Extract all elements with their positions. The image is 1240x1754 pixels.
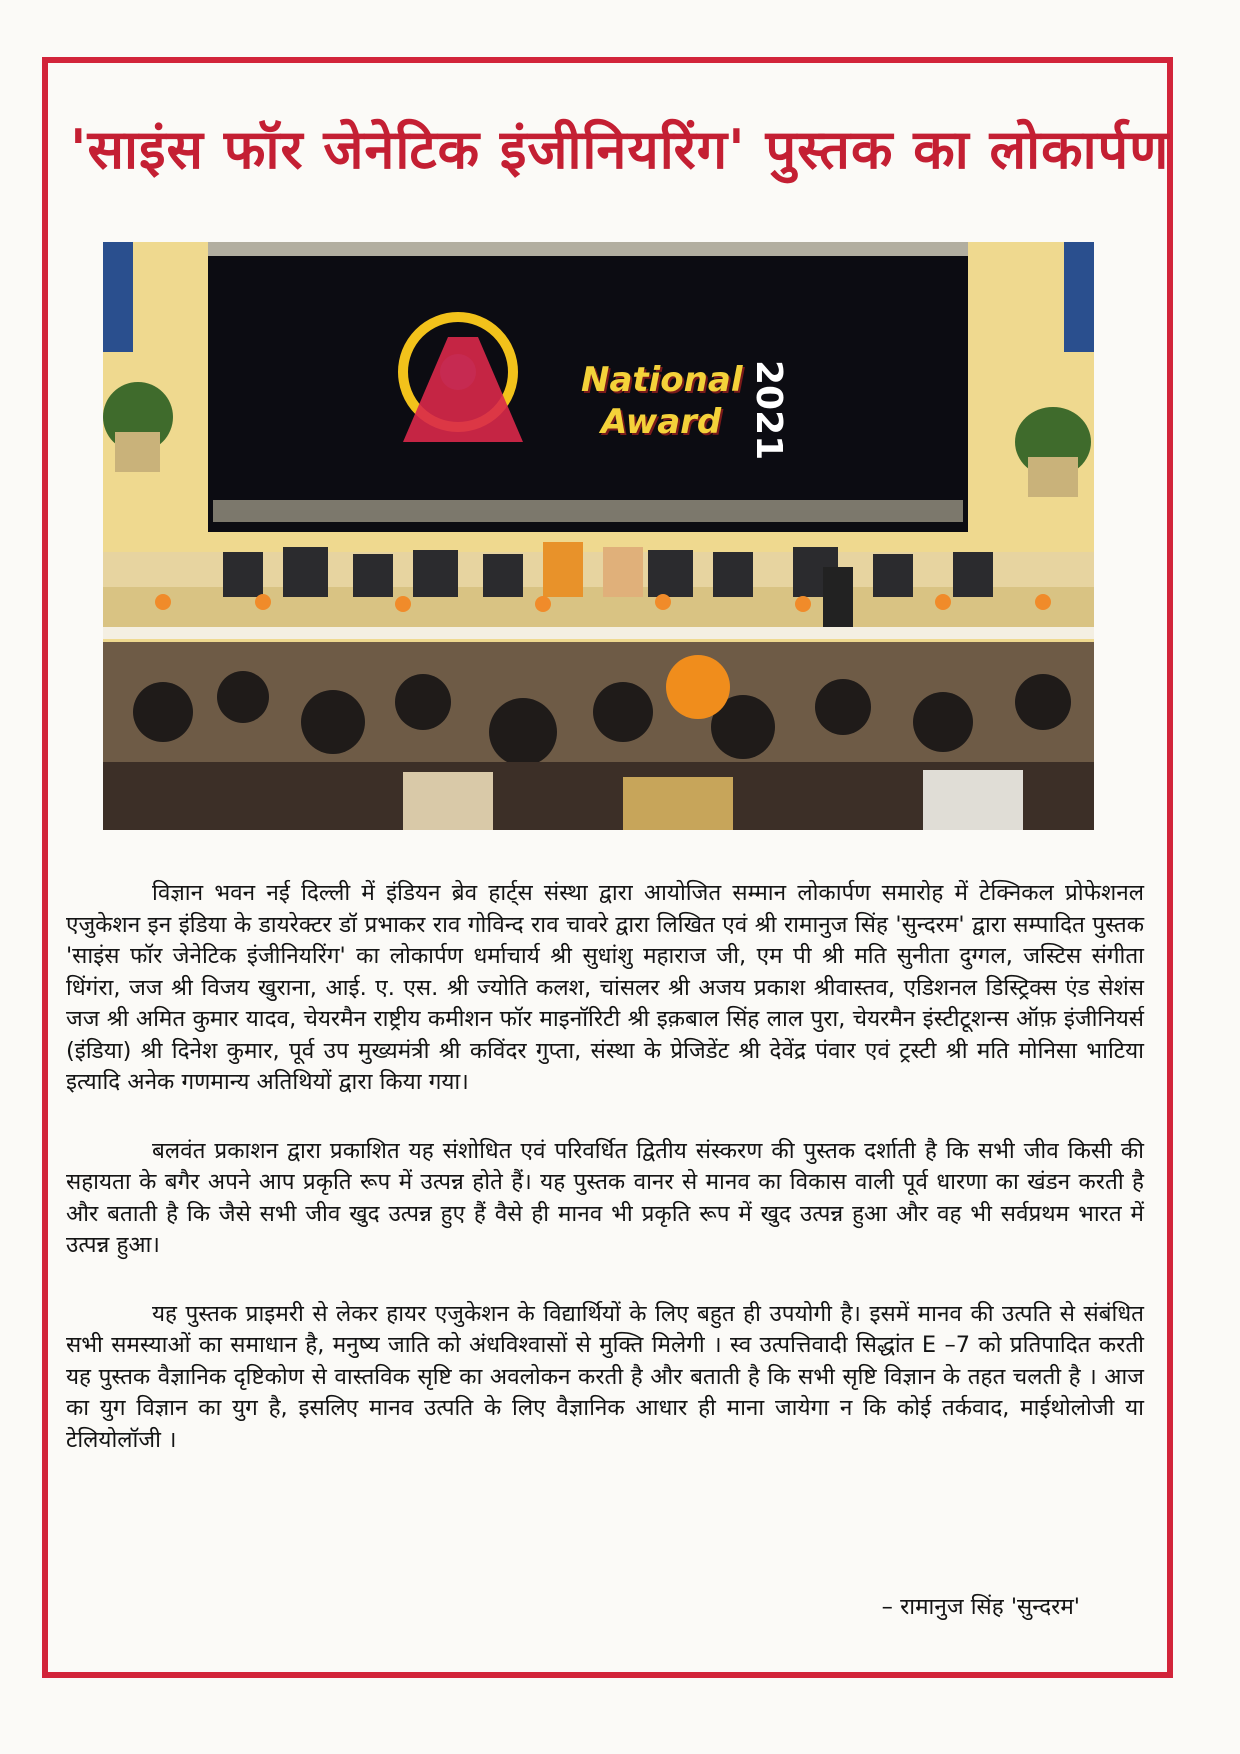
page-title: 'साइंस फॉर जेनेटिक इंजीनियरिंग' पुस्तक का लोकार्पण [70,118,1170,181]
award-logo [523,332,803,482]
paragraph-1: विज्ञान भवन नई दिल्ली में इंडियन ब्रेव हार्ट्स संस्था द्वारा आयोजित सम्मान लोकार्पण समारोह में टेक्निकल प्रोफेशनल एजुकेशन इन इंडिया के डायरेक्टर डॉ प्रभाकर राव गोविन्द राव चावरे द्वारा लिखित एवं श्री रामानुज सिंह 'सुन्दरम' द्वारा सम्पादित पुस्तक 'साइंस फॉर जेनेटिक इंजीनियरिंग' का लोकार्पण धर्माचार्य श्री सुधांशु महाराज जी, एम पी श्री मति सुनीता दुग्गल, जस्टिस संगीता धिंगंरा, जज श्री विजय खुराना, आई. ए. एस. श्री ज्योति कलश, चांसलर श्री अजय प्रकाश श्रीवास्तव, एडिशनल डिस्ट्रिक्स एंड सेशंस जज श्री अमित कुमार यादव, चेयरमैन राष्ट्रीय कमीशन फॉर माइनॉरिटी श्री इक़बाल सिंह लाल पुरा, चेयरमैन इंस्टीटूशन्स ऑफ़ इंजीनियर्स (इंडिया) श्री दिनेश कुमार, पूर्व उप मुख्यमंत्री श्री कविंदर गुप्ता, संस्था के प्रेजिडेंट श्री देवेंद्र पंवार एवं ट्रस्टी श्री मति मोनिसा भाटिया इत्यादि अनेक गणमान्य अतिथियों द्वारा किया गया। [66,880,1144,1095]
author-signature: – रामानुज सिंह 'सुन्दरम' [881,1594,1080,1620]
paragraph-2: बलवंत प्रकाशन द्वारा प्रकाशित यह संशोधित एवं परिवर्धित द्वितीय संस्करण की पुस्तक दर्शाती है कि सभी जीव किसी की सहायता के बगैर अपने आप प्रकृति रूप में उत्पन्न होते हैं। यह पुस्तक वानर से मानव का विकास वाली पूर्व धारणा का खंडन करती है और बताती है कि जैसे सभी जीव खुद उत्पन्न हुए हैं वैसे ही मानव भी प्रकृति रूप में खुद उत्पन्न हुआ और वह भी सर्वप्रथम भारत में उत्पन्न हुआ। [66,1137,1144,1258]
award-text-line1: National [581,360,743,400]
article-body [66,878,1144,1493]
event-photo [103,242,1094,830]
award-text-line2: Award [601,402,722,442]
award-year: 2021 [748,360,789,461]
paragraph-3: यह पुस्तक प्राइमरी से लेकर हायर एजुकेशन के विद्यार्थियों के लिए बहुत ही उपयोगी है। इसमें मानव की उत्पति से संबंधित सभी समस्याओं का समाधान है, मनुष्य जाति को अंधविश्वासों से मुक्ति मिलेगी । स्व उत्पत्तिवादी सिद्धांत E –7 को प्रतिपादित करती यह पुस्तक वैज्ञानिक दृष्टिकोण से वास्तविक सृष्टि का अवलोकन करती है और बताती है कि सभी सृष्टि विज्ञान के तहत चलती है । आज का युग विज्ञान का युग है, इसलिए मानव उत्पति के लिए वैज्ञानिक आधार ही माना जायेगा न कि कोई तर्कवाद, माईथोलोजी या टेलियोलॉजी । [66,1300,1144,1453]
